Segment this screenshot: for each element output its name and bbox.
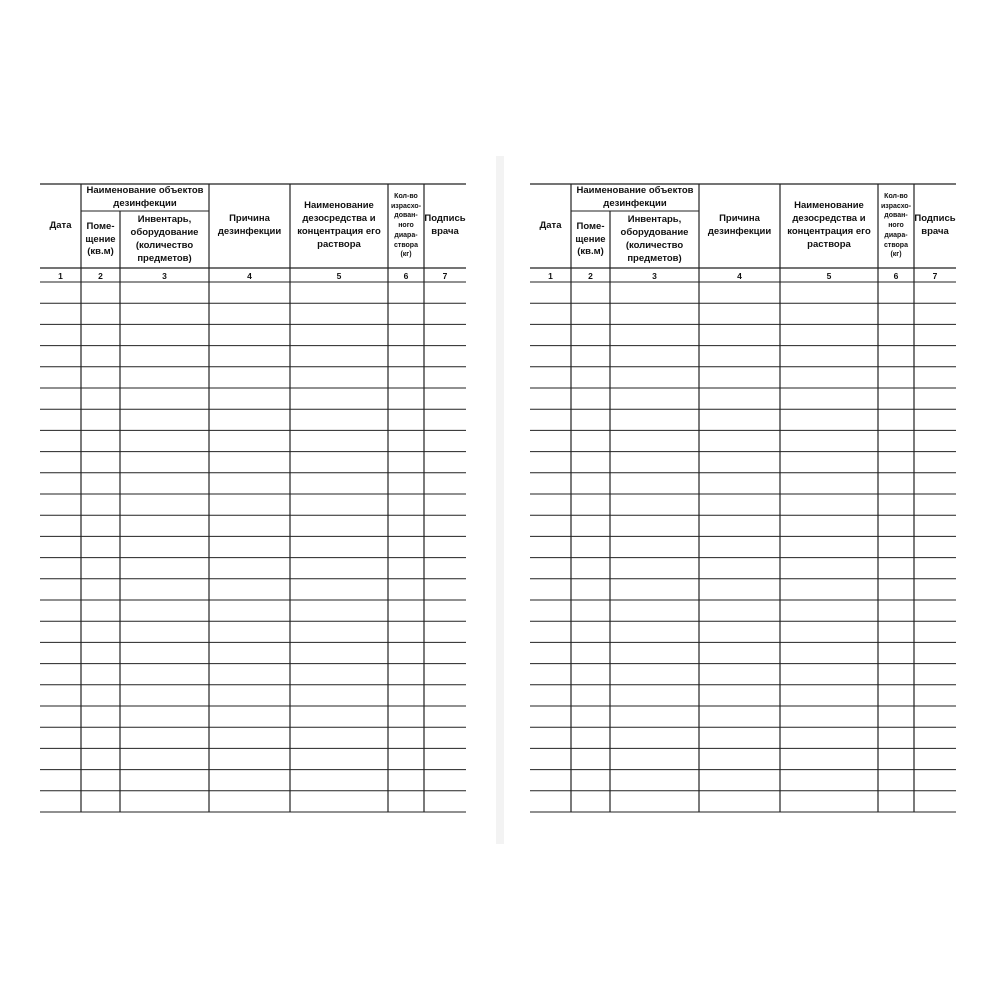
header-inventory: Инвентарь, оборудование (количество предметов) xyxy=(620,214,689,264)
header-disinfectant: Наименование дезосредства и концентрация его раствора xyxy=(787,200,871,250)
header-room: Поме- щение (кв.м) xyxy=(85,220,116,258)
header-signature: Подпись врача xyxy=(914,213,956,237)
left-page xyxy=(14,156,496,844)
column-number: 4 xyxy=(737,271,742,281)
column-number: 6 xyxy=(893,271,899,281)
column-number: 5 xyxy=(826,271,832,281)
header-amount: Кол-во израсхо- дован- ного диара- створа (кг) xyxy=(880,192,912,259)
column-number: 4 xyxy=(247,271,252,281)
journal-spread xyxy=(14,156,986,844)
header-disinfectant: Наименование дезосредства и концентрация его раствора xyxy=(297,200,381,250)
header-reason: Причина дезинфекции xyxy=(217,213,282,237)
column-number: 2 xyxy=(588,271,593,281)
header-objects-group: Наименование объектов дезинфекции xyxy=(86,184,204,209)
column-number: 5 xyxy=(336,271,342,281)
header-inventory: Инвентарь, оборудование (количество предметов) xyxy=(130,214,199,264)
header-signature: Подпись врача xyxy=(424,213,466,237)
column-number: 3 xyxy=(162,271,167,281)
right-page xyxy=(504,156,986,844)
column-number: 3 xyxy=(652,271,657,281)
column-number: 1 xyxy=(58,271,63,281)
column-number: 7 xyxy=(932,271,938,281)
column-number: 1 xyxy=(548,271,553,281)
column-number: 7 xyxy=(442,271,448,281)
header-amount: Кол-во израсхо- дован- ного диара- створа (кг) xyxy=(390,192,422,259)
header-room: Поме- щение (кв.м) xyxy=(575,220,606,258)
column-number: 2 xyxy=(98,271,103,281)
header-date: Дата xyxy=(539,219,562,231)
header-reason: Причина дезинфекции xyxy=(707,213,772,237)
column-number: 6 xyxy=(403,271,409,281)
header-objects-group: Наименование объектов дезинфекции xyxy=(576,184,694,209)
header-date: Дата xyxy=(49,219,72,231)
